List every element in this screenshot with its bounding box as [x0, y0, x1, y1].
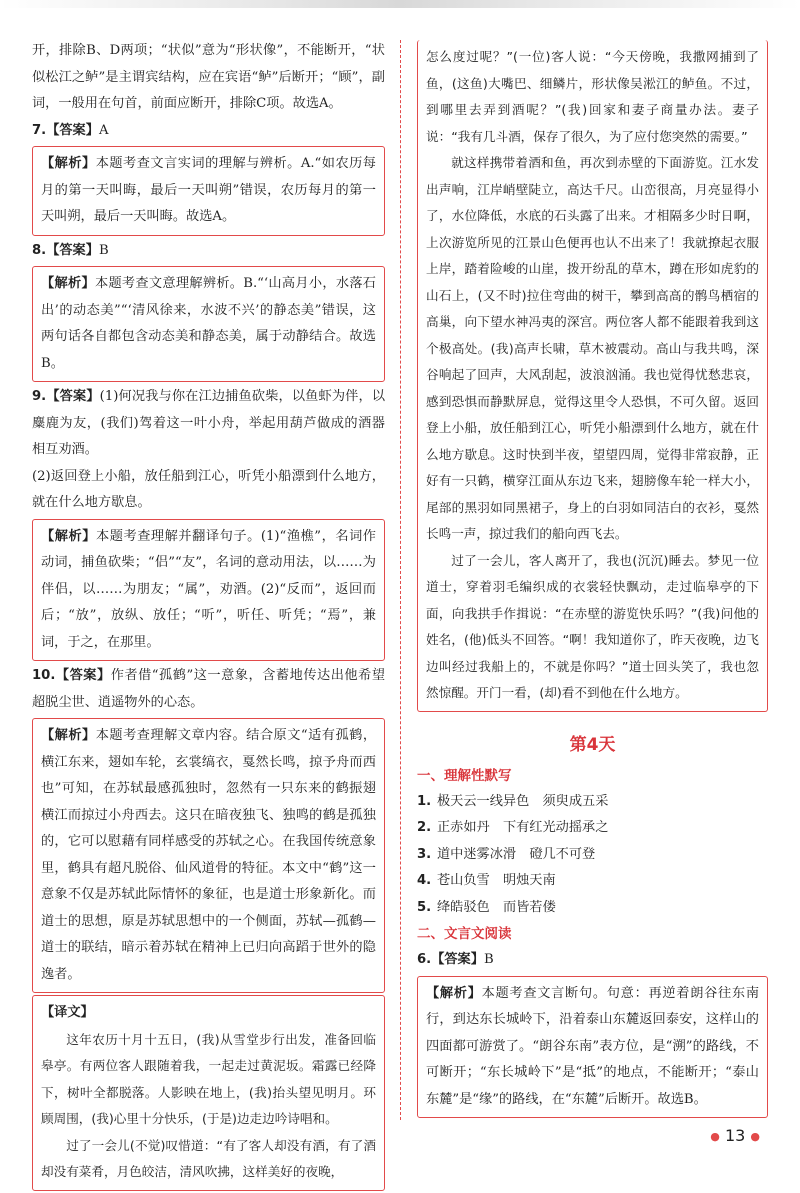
q8-answer-tag: 【答案】	[46, 242, 99, 258]
q7-answer-value: A	[98, 122, 109, 138]
q10-answer-tag: 【答案】	[55, 668, 111, 683]
q10-analysis-text: 本题考查理解文章内容。结合原文“适有孤鹤，横江东来，翅如车轮，玄裳缟衣，戛然长鸣，掠予舟而西也”可知，在苏轼最感孤独时，忽然有一只东来的鹤振翅横江而掠过小舟西去。这只在暗夜独飞、独鸣的鹤是孤独的，它可以慰藉有同样感受的苏轼之心。在我国传统意象里，鹤具有超凡脱俗、仙风道骨的特征。本文中“鹤”这一意象不仅是苏轼此际情怀的象征，也是道士形象新化。而道士的思想，原是苏轼思想中的一个侧面，苏轼—孤鹤—道士的联结，暗示着苏轼在精神上已归向高蹈于世外的隐逸者。	[41, 728, 377, 982]
q8-analysis-text: 本题考查文意理解辨析。B.“‘山高月小，水落石出’的动态美”“‘清风徐来，水波不兴’的静态美”错误，这两句话各自都包含动态美和静态美，属于动静结合。故选B。	[41, 276, 376, 371]
left-column	[32, 38, 385, 1193]
q9-answer-part1: (1)何况我与你在江边捕鱼砍柴，以鱼虾为伴，以麋鹿为友，(我们)驾着这一叶小舟，举起用葫芦做成的酒器相互劝酒。	[32, 389, 386, 457]
q9-answer-part2: (2)返回登上小船，放任船到江心，听凭小船漂到什么地方，就在什么地方歇息。	[32, 468, 385, 510]
translation-paragraph-1: 这年农历十月十五日，(我)从雪堂步行出发，准备回临皋亭。有两位客人跟随着我，一起走过黄泥坂。霜露已经降下，树叶全都脱落。人影映在地上，(我)抬头望见明月。环顾周围，(我)心里十分快乐，(于是)边走边吟诗唱和。	[41, 1031, 376, 1126]
translation-paragraph-3: 怎么度过呢？”(一位)客人说：“今天傍晚，我撒网捕到了鱼，(这鱼)大嘴巴、细鳞片，形状像吴淞江的鲈鱼。不过，到哪里去弄到酒呢？”(我)回家和妻子商量办法。妻子说：“我有几斗酒，保存了很久，为了应付您突然的需要。”	[426, 49, 759, 144]
q6-answer	[417, 947, 768, 974]
q7-analysis-text: 本题考查文言实词的理解与辨析。A.“如农历每月的第一天叫晦，最后一天叫朔”错误，农历每月的第一天叫朔，最后一天叫晦。故选A。	[41, 156, 376, 224]
memorize-item: 5. 绛皓驳色 而皆若偻	[417, 899, 556, 915]
q9-analysis-box	[32, 519, 385, 662]
section-heading-memorize: 一、理解性默写	[417, 767, 512, 784]
q6-analysis-tag: 【解析】	[426, 985, 482, 1001]
right-column	[417, 38, 768, 1120]
page-number-value: 13	[724, 1126, 746, 1145]
translation-paragraph-5: 过了一会儿，客人离开了，我也(沉沉)睡去。梦见一位道士，穿着羽毛编织成的衣裳轻快飘动，走过临皋亭的下面，向我拱手作揖说：“在赤壁的游览快乐吗？”(我)问他的姓名，(他)低头不回答。“啊！我知道你了，昨天夜晚，边飞边叫经过我船上的，不就是你吗？”道士回头笑了，我也忽然惊醒。开门一看，(却)看不到他在什么地方。	[426, 552, 759, 700]
q7-answer	[32, 118, 385, 145]
translation-continued-box	[417, 40, 768, 712]
q9-analysis-text: 本题考查理解并翻译句子。(1)“渔樵”，名词作动词，捕鱼砍柴；“侣”“友”，名词的意动用法，以……为伴侣，以……为朋友；“属”，劝酒。(2)“反而”，返回而后；“放”，放纵、放任；“听”，听任、听凭；“焉”，兼词，于之，在那里。	[41, 528, 376, 650]
intro-paragraph: 开，排除B、D两项；“状似”意为“形状像”，不能断开，“状似松江之鲈”是主谓宾结构，应在宾语“鲈”后断开；“顾”，副词，一般用在句首，前面应断开，排除C项。故选A。	[32, 43, 385, 111]
q6-answer-value: B	[483, 952, 494, 967]
translation-tag: 【译文】	[41, 1005, 94, 1020]
q9-answer-tag: 【答案】	[46, 389, 100, 404]
translation-paragraph-2: 过了一会儿(不觉)叹惜道：“有了客人却没有酒，有了酒却没有菜肴，月色皎洁，清风吹拂，这样美好的夜晚，	[41, 1137, 376, 1179]
dot-icon: ●	[710, 1130, 720, 1143]
q10-analysis-box	[32, 718, 385, 993]
memorize-item: 2. 正赤如丹 下有红光动摇承之	[417, 820, 609, 835]
column-divider	[400, 40, 401, 1120]
page-number	[710, 1126, 760, 1145]
day-title: 第4天	[569, 734, 616, 755]
q8-number: 8.	[32, 242, 47, 258]
translation-paragraph-4: 就这样携带着酒和鱼，再次到赤壁的下面游览。江水发出声响，江岸峭壁陡立，高达千尺。山峦很高，月亮显得小了，水位降低，水底的石头露了出来。才相隔多少时日啊，上次游览所见的江景山色便再也认不出来了！我就撩起衣服上岸，踏着险峻的山崖，拨开纷乱的草木，蹲在形如虎豹的山石上，(又不时)拉住弯曲的树干，攀到高高的鹘鸟栖宿的高巢，向下望水神冯夷的深宫。两位客人都不能跟着我到这个极高处。(我)高声长啸，草木被震动。高山与我共鸣，深谷响起了回声，大风刮起，波浪汹涌。我也觉得忧愁悲哀，感到恐惧而静默屏息，觉得这里令人恐惧，不可久留。返回登上小船，放任船到江心，听凭小船漂到什么地方，就在什么地方歇息。这时快到半夜，望望四周，觉得非常寂静，正好有一只鹤，横穿江面从东边飞来，翅膀像车轮一样大小，尾部的黑羽如同黑裙子，身上的白羽如同洁白的衣衫，戛然长鸣一声，掠过我们的船向西飞去。	[426, 155, 759, 541]
translation-box	[32, 995, 385, 1191]
q10-analysis-tag: 【解析】	[41, 728, 96, 743]
q8-answer-value: B	[98, 242, 109, 258]
q8-analysis-tag: 【解析】	[41, 276, 95, 291]
q7-analysis-tag: 【解析】	[41, 156, 96, 171]
section-heading-classical: 二、文言文阅读	[417, 926, 512, 942]
memorize-item: 1. 极天云一线异色 须臾成五采	[417, 793, 609, 809]
q10-number: 10.	[32, 668, 56, 683]
q7-analysis-box	[32, 146, 385, 236]
q9-answer	[32, 384, 385, 464]
memorize-item: 4. 苍山负雪 明烛天南	[417, 873, 556, 888]
q9-analysis-tag: 【解析】	[41, 528, 96, 544]
q6-analysis-box	[417, 976, 768, 1119]
top-scan-stripe	[0, 0, 800, 8]
q10-answer-value: 作者借“孤鹤”这一意象，含蓄地传达出他希望超脱尘世、逍遥物外的心态。	[32, 668, 386, 710]
q10-answer	[32, 663, 385, 716]
q6-number: 6.	[417, 952, 432, 967]
q6-analysis-text: 本题考查文言断句。句意：再逆着朗谷往东南行，到达东长城岭下，沿着泰山东麓返回泰安，这样山的四面都可游赏了。“朗谷东南”表方位，是“溯”的路线，不可断开；“东长城岭下”是“抵”的地点，不能断开；“泰山东麓”是“缘”的路线，在“东麓”后断开。故选B。	[426, 985, 760, 1107]
q7-number: 7.	[32, 122, 47, 138]
q6-answer-tag: 【答案】	[431, 952, 484, 967]
q8-answer	[32, 238, 385, 265]
q8-analysis-box	[32, 266, 385, 382]
memorize-list	[417, 789, 768, 922]
q7-answer-tag: 【答案】	[46, 122, 99, 138]
memorize-item: 3. 道中迷雾冰滑 磴几不可登	[417, 846, 596, 862]
dot-icon: ●	[750, 1130, 760, 1143]
q9-number: 9.	[32, 389, 47, 404]
